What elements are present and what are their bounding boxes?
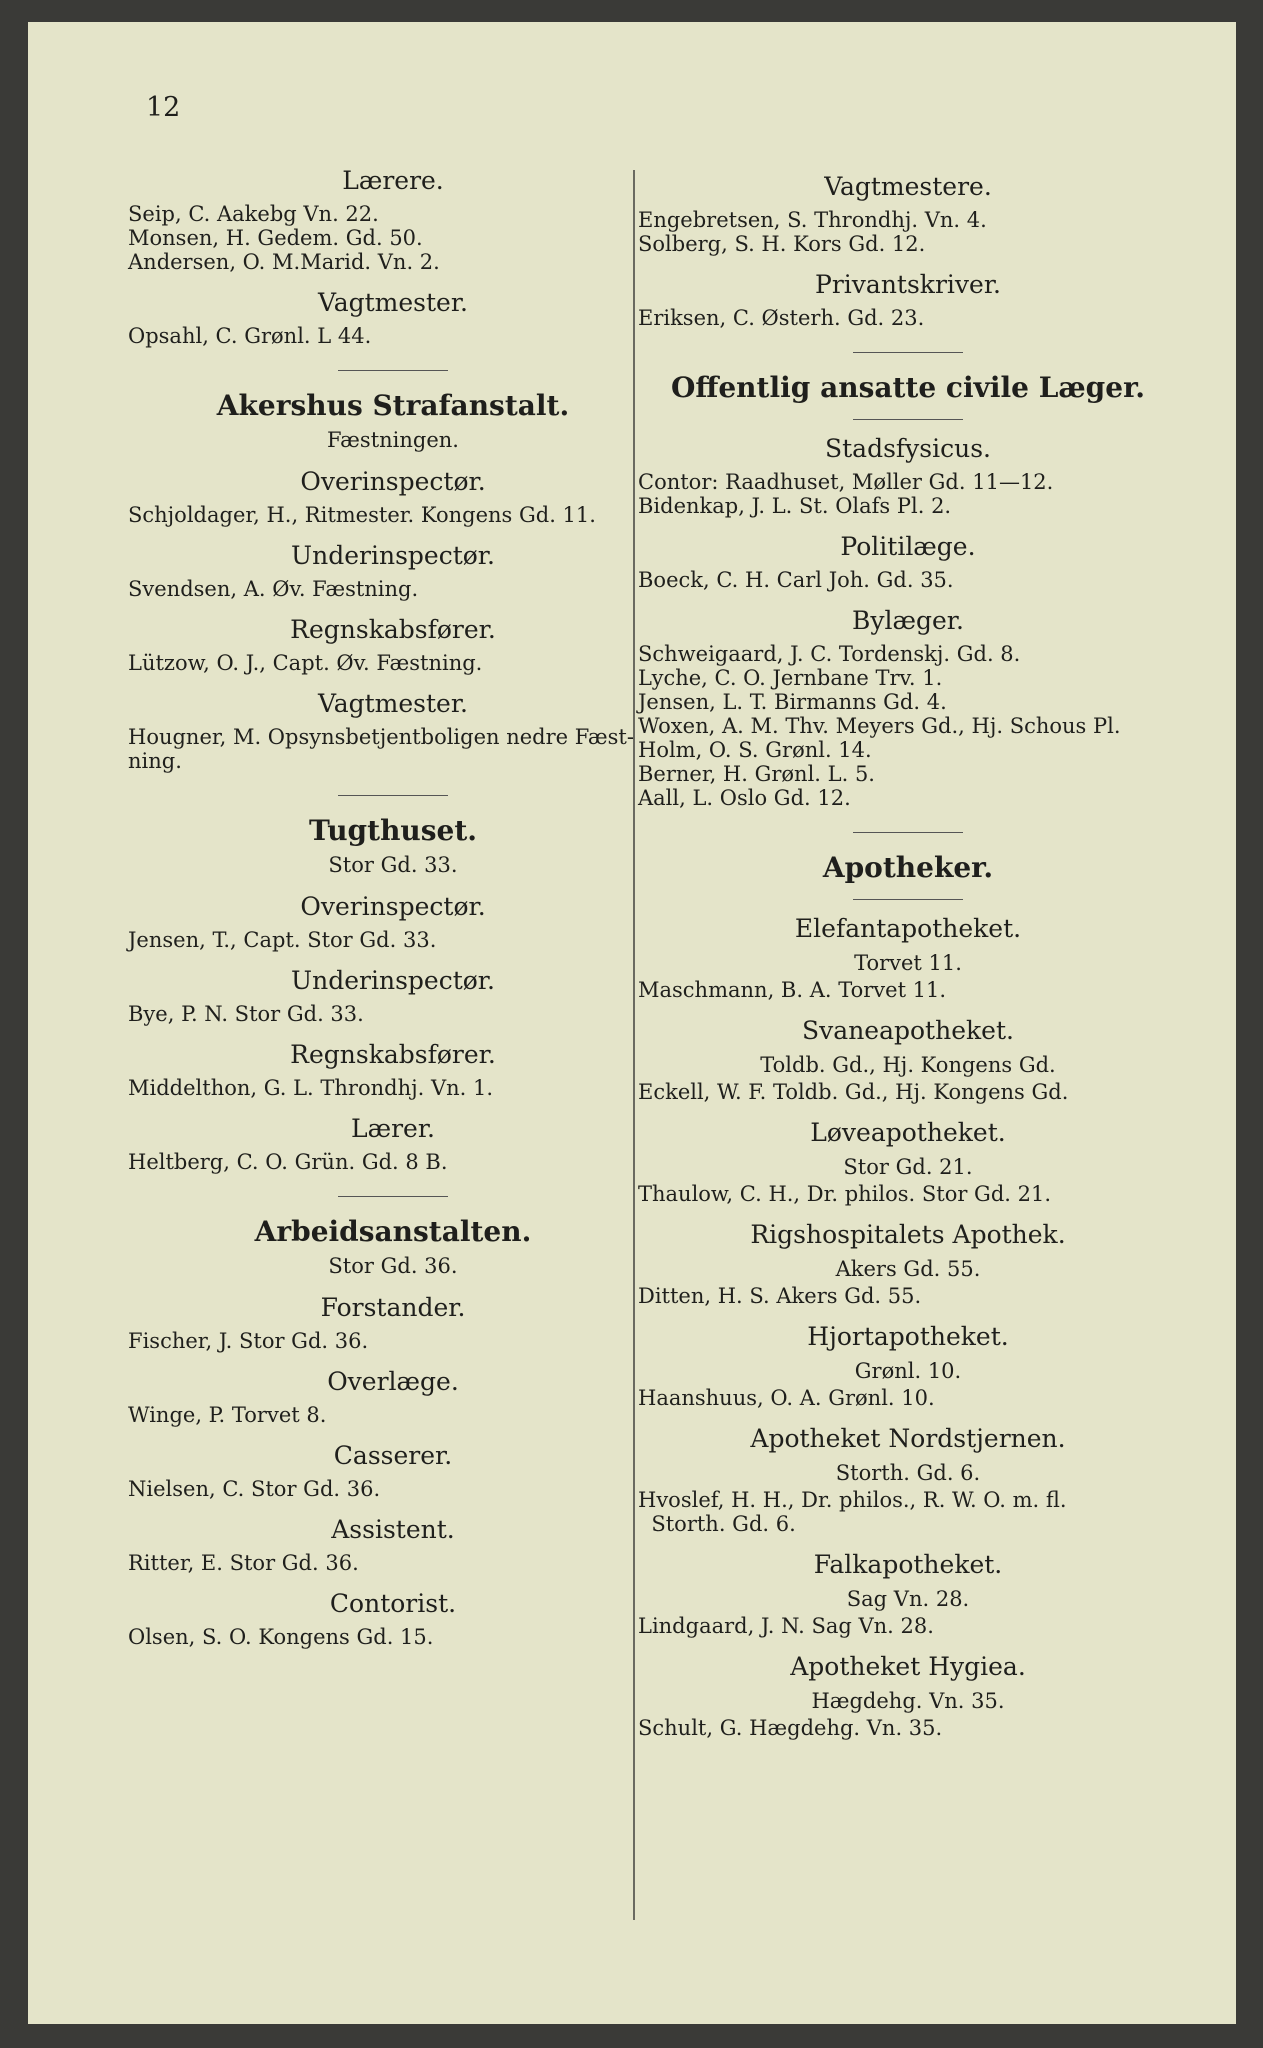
- section-heading: Overlæge.: [327, 1367, 459, 1396]
- institution-title: Akershus Strafanstalt.: [216, 389, 570, 422]
- section-divider: [338, 1196, 448, 1197]
- section-heading: Vagtmestere.: [824, 172, 992, 201]
- right-column: [638, 162, 1178, 1740]
- list-entry: Olsen, S. O. Kongens Gd. 15.: [128, 1625, 434, 1649]
- institution-location: Stor Gd. 36.: [328, 1254, 458, 1278]
- pharmacy-owner: Hvoslef, H. H., Dr. philos., R. W. O. m. fl. Storth. Gd. 6.: [638, 1488, 1067, 1536]
- section-heading: Vagtmester.: [317, 689, 469, 718]
- list-entry: Bidenkap, J. L. St. Olafs Pl. 2.: [638, 494, 952, 518]
- document-page: [28, 22, 1236, 2024]
- list-entry: Berner, H. Grønl. L. 5.: [638, 762, 875, 786]
- list-entry: Hougner, M. Opsynsbetjentboligen nedre Fæst- ning.: [128, 725, 634, 773]
- pharmacy-name: Svaneapotheket.: [802, 1016, 1014, 1045]
- list-entry: Schweigaard, J. C. Tordenskj. Gd. 8.: [638, 642, 1021, 666]
- list-entry: Middelthon, G. L. Throndhj. Vn. 1.: [128, 1076, 494, 1100]
- section-heading: Overinspectør.: [300, 467, 486, 496]
- section-heading: Underinspectør.: [291, 966, 495, 995]
- pharmacy-address: Hægdehg. Vn. 35.: [811, 1689, 1005, 1713]
- section-divider: [338, 370, 448, 371]
- section-divider: [338, 795, 448, 796]
- list-entry: Boeck, C. H. Carl Joh. Gd. 35.: [638, 568, 954, 592]
- pharmacy-owner: Haanshuus, O. A. Grønl. 10.: [638, 1386, 935, 1410]
- list-entry: Nielsen, C. Stor Gd. 36.: [128, 1477, 381, 1501]
- list-entry: Aall, L. Oslo Gd. 12.: [638, 786, 851, 810]
- institution-title: Arbeidsanstalten.: [254, 1215, 532, 1248]
- list-entry: Engebretsen, S. Throndhj. Vn. 4.: [638, 208, 987, 232]
- section-divider: [853, 419, 963, 420]
- section-heading: Privantskriver.: [815, 270, 1001, 299]
- pharmacy-name: Rigshospitalets Apothek.: [750, 1220, 1066, 1249]
- pharmacy-name: Apotheket Hygiea.: [790, 1652, 1026, 1681]
- section-divider: [853, 832, 963, 833]
- pharmacy-address: Torvet 11.: [854, 951, 962, 975]
- pharmacy-name: Apotheket Nordstjernen.: [750, 1424, 1066, 1453]
- left-column: [128, 162, 658, 1649]
- list-entry: Lützow, O. J., Capt. Øv. Fæstning.: [128, 651, 483, 675]
- section-heading: Lærere.: [342, 166, 444, 195]
- list-entry: Bye, P. N. Stor Gd. 33.: [128, 1002, 364, 1026]
- section-heading: Casserer.: [333, 1441, 453, 1470]
- list-entry: Monsen, H. Gedem. Gd. 50.: [128, 226, 423, 250]
- section-divider: [853, 899, 963, 900]
- pharmacy-address: Storth. Gd. 6.: [835, 1461, 981, 1485]
- section-heading: Regnskabsfører.: [290, 615, 496, 644]
- pharmacy-owner: Ditten, H. S. Akers Gd. 55.: [638, 1284, 922, 1308]
- list-entry: Schjoldager, H., Ritmester. Kongens Gd. 11.: [128, 503, 596, 527]
- institution-location: Stor Gd. 33.: [328, 853, 458, 877]
- list-entry: Winge, P. Torvet 8.: [128, 1403, 327, 1427]
- list-entry: Heltberg, C. O. Grün. Gd. 8 B.: [128, 1150, 448, 1174]
- pharmacy-name: Løveapotheket.: [810, 1118, 1006, 1147]
- list-entry: Eriksen, C. Østerh. Gd. 23.: [638, 306, 925, 330]
- section-heading: Contorist.: [329, 1589, 457, 1618]
- section-heading: Bylæger.: [852, 606, 964, 635]
- pharmacy-owner: Eckell, W. F. Toldb. Gd., Hj. Kongens Gd.: [638, 1080, 1069, 1104]
- institution-title: Apotheker.: [822, 851, 994, 884]
- pharmacy-address: Sag Vn. 28.: [846, 1587, 970, 1611]
- pharmacy-owner: Schult, G. Hægdehg. Vn. 35.: [638, 1716, 943, 1740]
- pharmacy-list: [638, 914, 1178, 1740]
- list-entry: Jensen, L. T. Birmanns Gd. 4.: [638, 690, 947, 714]
- section-heading: Regnskabsfører.: [290, 1040, 496, 1069]
- list-entry: Solberg, S. H. Kors Gd. 12.: [638, 232, 926, 256]
- section-heading: Overinspectør.: [300, 892, 486, 921]
- list-entry: Woxen, A. M. Thv. Meyers Gd., Hj. Schous Pl.: [638, 714, 1121, 738]
- list-entry: Contor: Raadhuset, Møller Gd. 11—12.: [638, 470, 1054, 494]
- section-heading: Stadsfysicus.: [825, 434, 991, 463]
- pharmacy-name: Hjortapotheket.: [807, 1322, 1009, 1351]
- list-entry: Fischer, J. Stor Gd. 36.: [128, 1329, 369, 1353]
- institution-title: Tugthuset.: [308, 814, 478, 847]
- section-heading: Vagtmester.: [317, 288, 469, 317]
- section-heading: Underinspectør.: [291, 541, 495, 570]
- pharmacy-address: Akers Gd. 55.: [835, 1257, 981, 1281]
- pharmacy-owner: Maschmann, B. A. Torvet 11.: [638, 978, 947, 1002]
- pharmacy-owner: Lindgaard, J. N. Sag Vn. 28.: [638, 1614, 934, 1638]
- pharmacy-name: Falkapotheket.: [813, 1550, 1003, 1579]
- section-heading: Lærer.: [351, 1114, 435, 1143]
- list-entry: Opsahl, C. Grønl. L 44.: [128, 324, 372, 348]
- pharmacy-owner: Thaulow, C. H., Dr. philos. Stor Gd. 21.: [638, 1182, 1052, 1206]
- pharmacy-address: Grønl. 10.: [854, 1359, 962, 1383]
- pharmacy-name: Elefantapotheket.: [794, 914, 1022, 943]
- list-entry: Andersen, O. M.Marid. Vn. 2.: [128, 250, 440, 274]
- section-heading: Assistent.: [331, 1515, 455, 1544]
- list-entry: Ritter, E. Stor Gd. 36.: [128, 1551, 359, 1575]
- pharmacy-address: Stor Gd. 21.: [843, 1155, 973, 1179]
- list-entry: Seip, C. Aakebg Vn. 22.: [128, 202, 379, 226]
- institution-location: Fæstningen.: [327, 428, 459, 452]
- list-entry: Lyche, C. O. Jernbane Trv. 1.: [638, 666, 943, 690]
- institution-title: Offentlig ansatte civile Læger.: [670, 371, 1146, 404]
- page-number: 12: [146, 92, 181, 123]
- section-divider: [853, 352, 963, 353]
- pharmacy-address: Toldb. Gd., Hj. Kongens Gd.: [760, 1053, 1056, 1077]
- list-entry: Svendsen, A. Øv. Fæstning.: [128, 577, 419, 601]
- list-entry: Holm, O. S. Grønl. 14.: [638, 738, 872, 762]
- section-heading: Forstander.: [320, 1293, 466, 1322]
- section-heading: Politilæge.: [840, 532, 976, 561]
- list-entry: Jensen, T., Capt. Stor Gd. 33.: [128, 928, 437, 952]
